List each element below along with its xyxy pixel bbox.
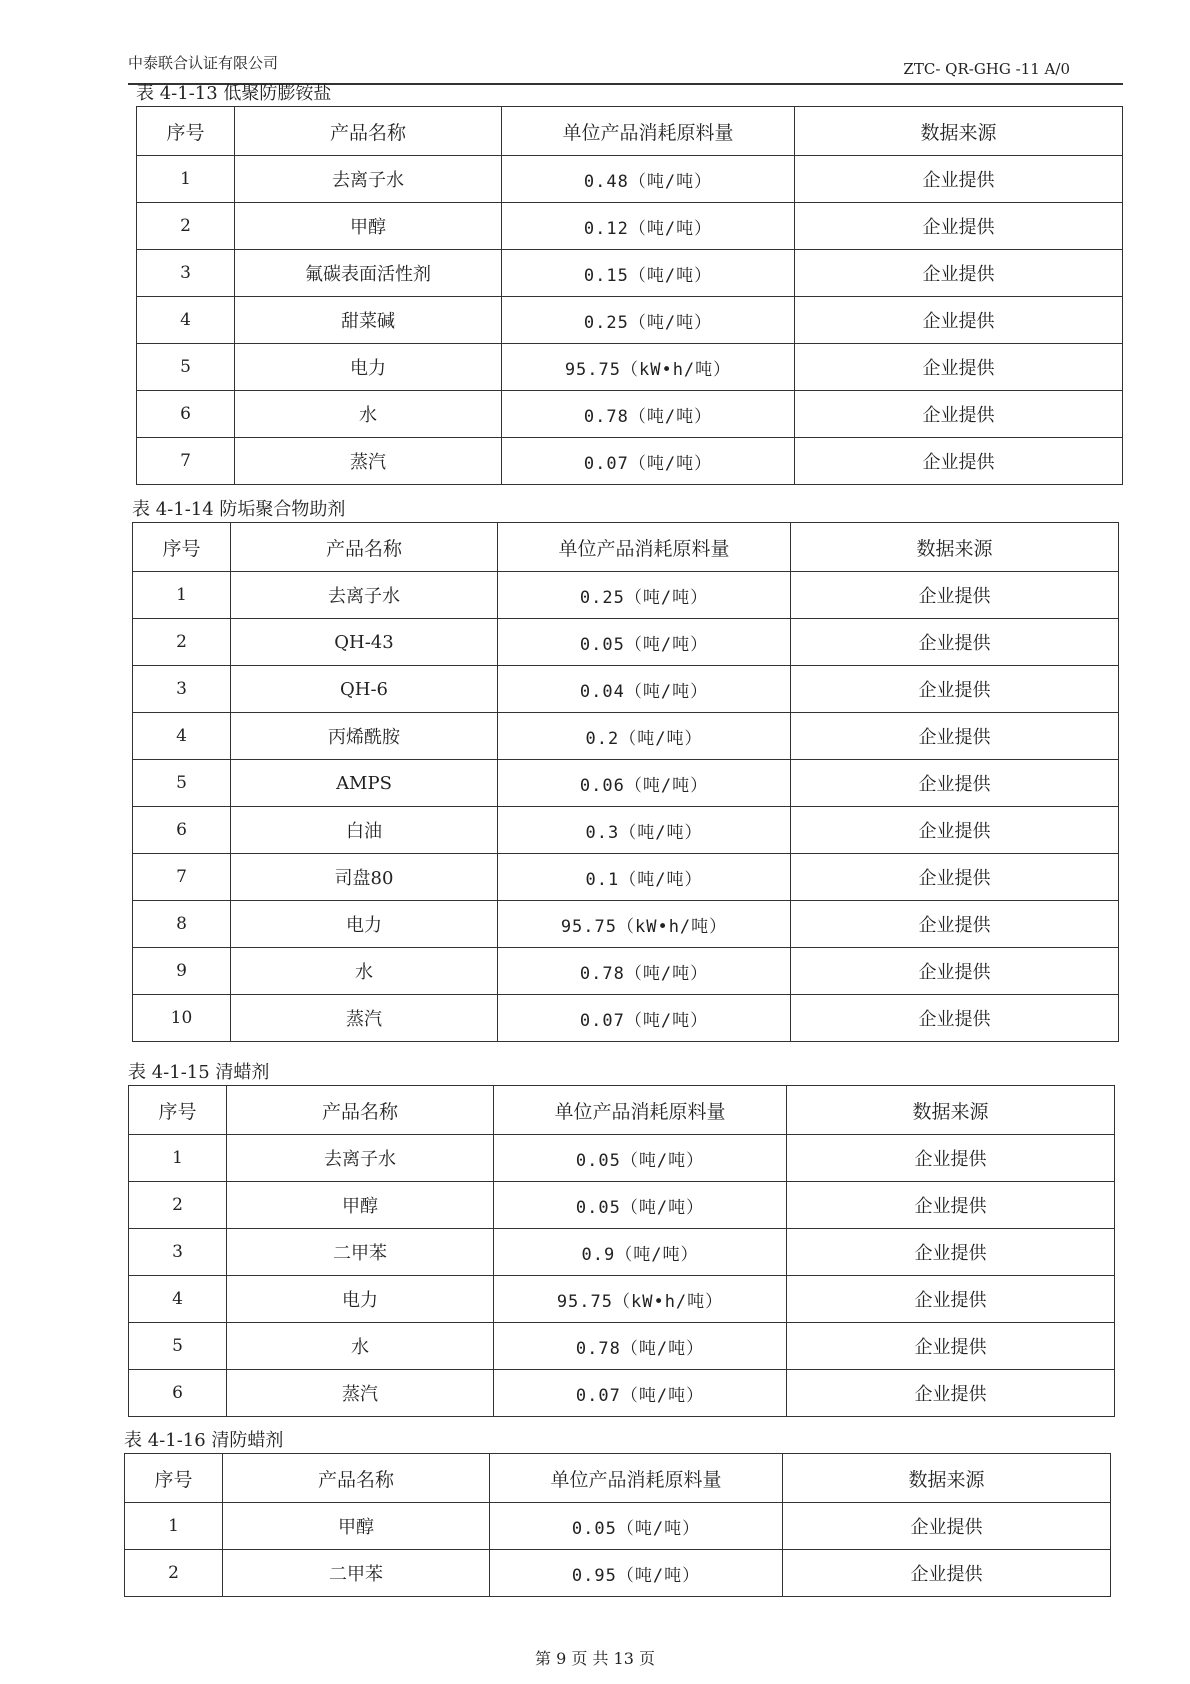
cell-seq: 1	[125, 1503, 223, 1550]
cell-amount: 0.05（吨/吨）	[498, 619, 791, 666]
cell-seq: 6	[137, 391, 235, 438]
cell-amount: 0.2（吨/吨）	[498, 713, 791, 760]
cell-name: 蒸汽	[235, 438, 502, 485]
cell-seq: 2	[129, 1182, 227, 1229]
cell-name: 司盘80	[231, 854, 498, 901]
cell-source: 企业提供	[783, 1550, 1111, 1597]
cell-name: 去离子水	[235, 156, 502, 203]
table-row	[133, 666, 1119, 713]
consumption-table	[132, 522, 1119, 1042]
cell-source: 企业提供	[791, 901, 1119, 948]
cell-amount: 95.75（kW•h/吨）	[494, 1276, 787, 1323]
cell-source: 企业提供	[787, 1229, 1115, 1276]
consumption-table	[136, 106, 1123, 485]
cell-seq: 6	[133, 807, 231, 854]
table-caption: 表 4-1-13 低聚防膨铵盐	[136, 83, 332, 104]
cell-source: 企业提供	[787, 1182, 1115, 1229]
cell-amount: 0.04（吨/吨）	[498, 666, 791, 713]
table-row	[133, 807, 1119, 854]
cell-source: 企业提供	[791, 666, 1119, 713]
cell-seq: 5	[137, 344, 235, 391]
cell-amount: 0.25（吨/吨）	[498, 572, 791, 619]
table-row	[129, 1135, 1115, 1182]
column-header-source: 数据来源	[787, 1086, 1115, 1135]
cell-source: 企业提供	[787, 1135, 1115, 1182]
cell-amount: 0.07（吨/吨）	[498, 995, 791, 1042]
cell-source: 企业提供	[795, 250, 1123, 297]
table-row	[133, 995, 1119, 1042]
cell-source: 企业提供	[795, 297, 1123, 344]
column-header-amount: 单位产品消耗原料量	[498, 523, 791, 572]
column-header-seq: 序号	[137, 107, 235, 156]
column-header-name: 产品名称	[235, 107, 502, 156]
cell-seq: 5	[133, 760, 231, 807]
table-header-row	[129, 1086, 1115, 1135]
column-header-source: 数据来源	[791, 523, 1119, 572]
cell-seq: 2	[133, 619, 231, 666]
consumption-table	[128, 1085, 1115, 1417]
cell-source: 企业提供	[791, 854, 1119, 901]
cell-source: 企业提供	[795, 156, 1123, 203]
table-row	[137, 250, 1123, 297]
cell-amount: 0.95（吨/吨）	[490, 1550, 783, 1597]
cell-seq: 8	[133, 901, 231, 948]
table-row	[133, 760, 1119, 807]
table-section	[128, 1061, 1115, 1417]
table-row	[137, 297, 1123, 344]
column-header-name: 产品名称	[227, 1086, 494, 1135]
cell-seq: 3	[133, 666, 231, 713]
table-row	[133, 948, 1119, 995]
table-row	[137, 438, 1123, 485]
table-row	[133, 572, 1119, 619]
cell-name: 蒸汽	[231, 995, 498, 1042]
cell-seq: 1	[137, 156, 235, 203]
cell-source: 企业提供	[791, 995, 1119, 1042]
table-section	[124, 1429, 1111, 1597]
table-row	[129, 1323, 1115, 1370]
cell-seq: 3	[137, 250, 235, 297]
cell-source: 企业提供	[795, 438, 1123, 485]
table-row	[129, 1276, 1115, 1323]
table-caption: 表 4-1-14 防垢聚合物助剂	[132, 499, 346, 520]
cell-source: 企业提供	[795, 391, 1123, 438]
cell-amount: 0.06（吨/吨）	[498, 760, 791, 807]
cell-name: 电力	[227, 1276, 494, 1323]
cell-amount: 0.3（吨/吨）	[498, 807, 791, 854]
cell-source: 企业提供	[791, 948, 1119, 995]
cell-amount: 0.07（吨/吨）	[502, 438, 795, 485]
company-name: 中泰联合认证有限公司	[128, 54, 279, 72]
table-row	[125, 1503, 1111, 1550]
cell-seq: 4	[133, 713, 231, 760]
cell-seq: 5	[129, 1323, 227, 1370]
cell-source: 企业提供	[791, 713, 1119, 760]
cell-amount: 0.78（吨/吨）	[502, 391, 795, 438]
column-header-source: 数据来源	[795, 107, 1123, 156]
cell-amount: 0.07（吨/吨）	[494, 1370, 787, 1417]
cell-source: 企业提供	[787, 1370, 1115, 1417]
cell-amount: 0.78（吨/吨）	[498, 948, 791, 995]
cell-amount: 0.05（吨/吨）	[494, 1182, 787, 1229]
cell-name: 去离子水	[231, 572, 498, 619]
cell-name: 白油	[231, 807, 498, 854]
cell-name: 甲醇	[227, 1182, 494, 1229]
cell-amount: 0.12（吨/吨）	[502, 203, 795, 250]
table-row	[137, 156, 1123, 203]
cell-amount: 0.78（吨/吨）	[494, 1323, 787, 1370]
document-number: ZTC- QR-GHG -11 A/0	[903, 60, 1070, 78]
column-header-amount: 单位产品消耗原料量	[494, 1086, 787, 1135]
cell-seq: 10	[133, 995, 231, 1042]
cell-name: AMPS	[231, 760, 498, 807]
column-header-seq: 序号	[133, 523, 231, 572]
cell-name: 二甲苯	[223, 1550, 490, 1597]
column-header-seq: 序号	[125, 1454, 223, 1503]
cell-name: 甲醇	[235, 203, 502, 250]
cell-name: 甲醇	[223, 1503, 490, 1550]
cell-source: 企业提供	[791, 807, 1119, 854]
cell-seq: 4	[137, 297, 235, 344]
cell-name: 电力	[235, 344, 502, 391]
column-header-name: 产品名称	[231, 523, 498, 572]
cell-amount: 0.15（吨/吨）	[502, 250, 795, 297]
table-row	[133, 619, 1119, 666]
table-header-row	[133, 523, 1119, 572]
cell-name: QH-6	[231, 666, 498, 713]
table-row	[125, 1550, 1111, 1597]
table-row	[129, 1229, 1115, 1276]
cell-source: 企业提供	[787, 1323, 1115, 1370]
cell-name: 氟碳表面活性剂	[235, 250, 502, 297]
column-header-name: 产品名称	[223, 1454, 490, 1503]
table-row	[133, 901, 1119, 948]
table-row	[137, 203, 1123, 250]
cell-seq: 6	[129, 1370, 227, 1417]
column-header-amount: 单位产品消耗原料量	[502, 107, 795, 156]
column-header-source: 数据来源	[783, 1454, 1111, 1503]
cell-seq: 2	[125, 1550, 223, 1597]
cell-amount: 0.25（吨/吨）	[502, 297, 795, 344]
table-header-row	[125, 1454, 1111, 1503]
column-header-amount: 单位产品消耗原料量	[490, 1454, 783, 1503]
cell-name: 电力	[231, 901, 498, 948]
cell-seq: 1	[133, 572, 231, 619]
cell-name: 蒸汽	[227, 1370, 494, 1417]
table-section	[132, 498, 1119, 1042]
cell-name: 水	[231, 948, 498, 995]
cell-source: 企业提供	[795, 344, 1123, 391]
cell-seq: 3	[129, 1229, 227, 1276]
cell-seq: 2	[137, 203, 235, 250]
table-header-row	[137, 107, 1123, 156]
table-row	[129, 1370, 1115, 1417]
table-section	[136, 82, 1123, 485]
table-row	[129, 1182, 1115, 1229]
cell-source: 企业提供	[791, 760, 1119, 807]
cell-source: 企业提供	[787, 1276, 1115, 1323]
table-row	[137, 344, 1123, 391]
cell-name: 丙烯酰胺	[231, 713, 498, 760]
cell-amount: 95.75（kW•h/吨）	[498, 901, 791, 948]
table-row	[133, 713, 1119, 760]
cell-seq: 4	[129, 1276, 227, 1323]
cell-name: 水	[227, 1323, 494, 1370]
cell-amount: 0.05（吨/吨）	[490, 1503, 783, 1550]
table-caption: 表 4-1-15 清蜡剂	[128, 1062, 270, 1083]
cell-amount: 95.75（kW•h/吨）	[502, 344, 795, 391]
cell-amount: 0.05（吨/吨）	[494, 1135, 787, 1182]
cell-name: 去离子水	[227, 1135, 494, 1182]
cell-name: 二甲苯	[227, 1229, 494, 1276]
cell-amount: 0.9（吨/吨）	[494, 1229, 787, 1276]
page-number: 第 9 页 共 13 页	[535, 1649, 655, 1668]
cell-source: 企业提供	[791, 572, 1119, 619]
cell-seq: 9	[133, 948, 231, 995]
cell-seq: 7	[137, 438, 235, 485]
cell-seq: 7	[133, 854, 231, 901]
consumption-table	[124, 1453, 1111, 1597]
cell-name: QH-43	[231, 619, 498, 666]
cell-source: 企业提供	[783, 1503, 1111, 1550]
cell-seq: 1	[129, 1135, 227, 1182]
page-header	[128, 48, 1128, 84]
cell-source: 企业提供	[795, 203, 1123, 250]
cell-amount: 0.48（吨/吨）	[502, 156, 795, 203]
table-row	[133, 854, 1119, 901]
cell-name: 水	[235, 391, 502, 438]
cell-source: 企业提供	[791, 619, 1119, 666]
table-row	[137, 391, 1123, 438]
column-header-seq: 序号	[129, 1086, 227, 1135]
cell-amount: 0.1（吨/吨）	[498, 854, 791, 901]
cell-name: 甜菜碱	[235, 297, 502, 344]
table-caption: 表 4-1-16 清防蜡剂	[124, 1430, 284, 1451]
